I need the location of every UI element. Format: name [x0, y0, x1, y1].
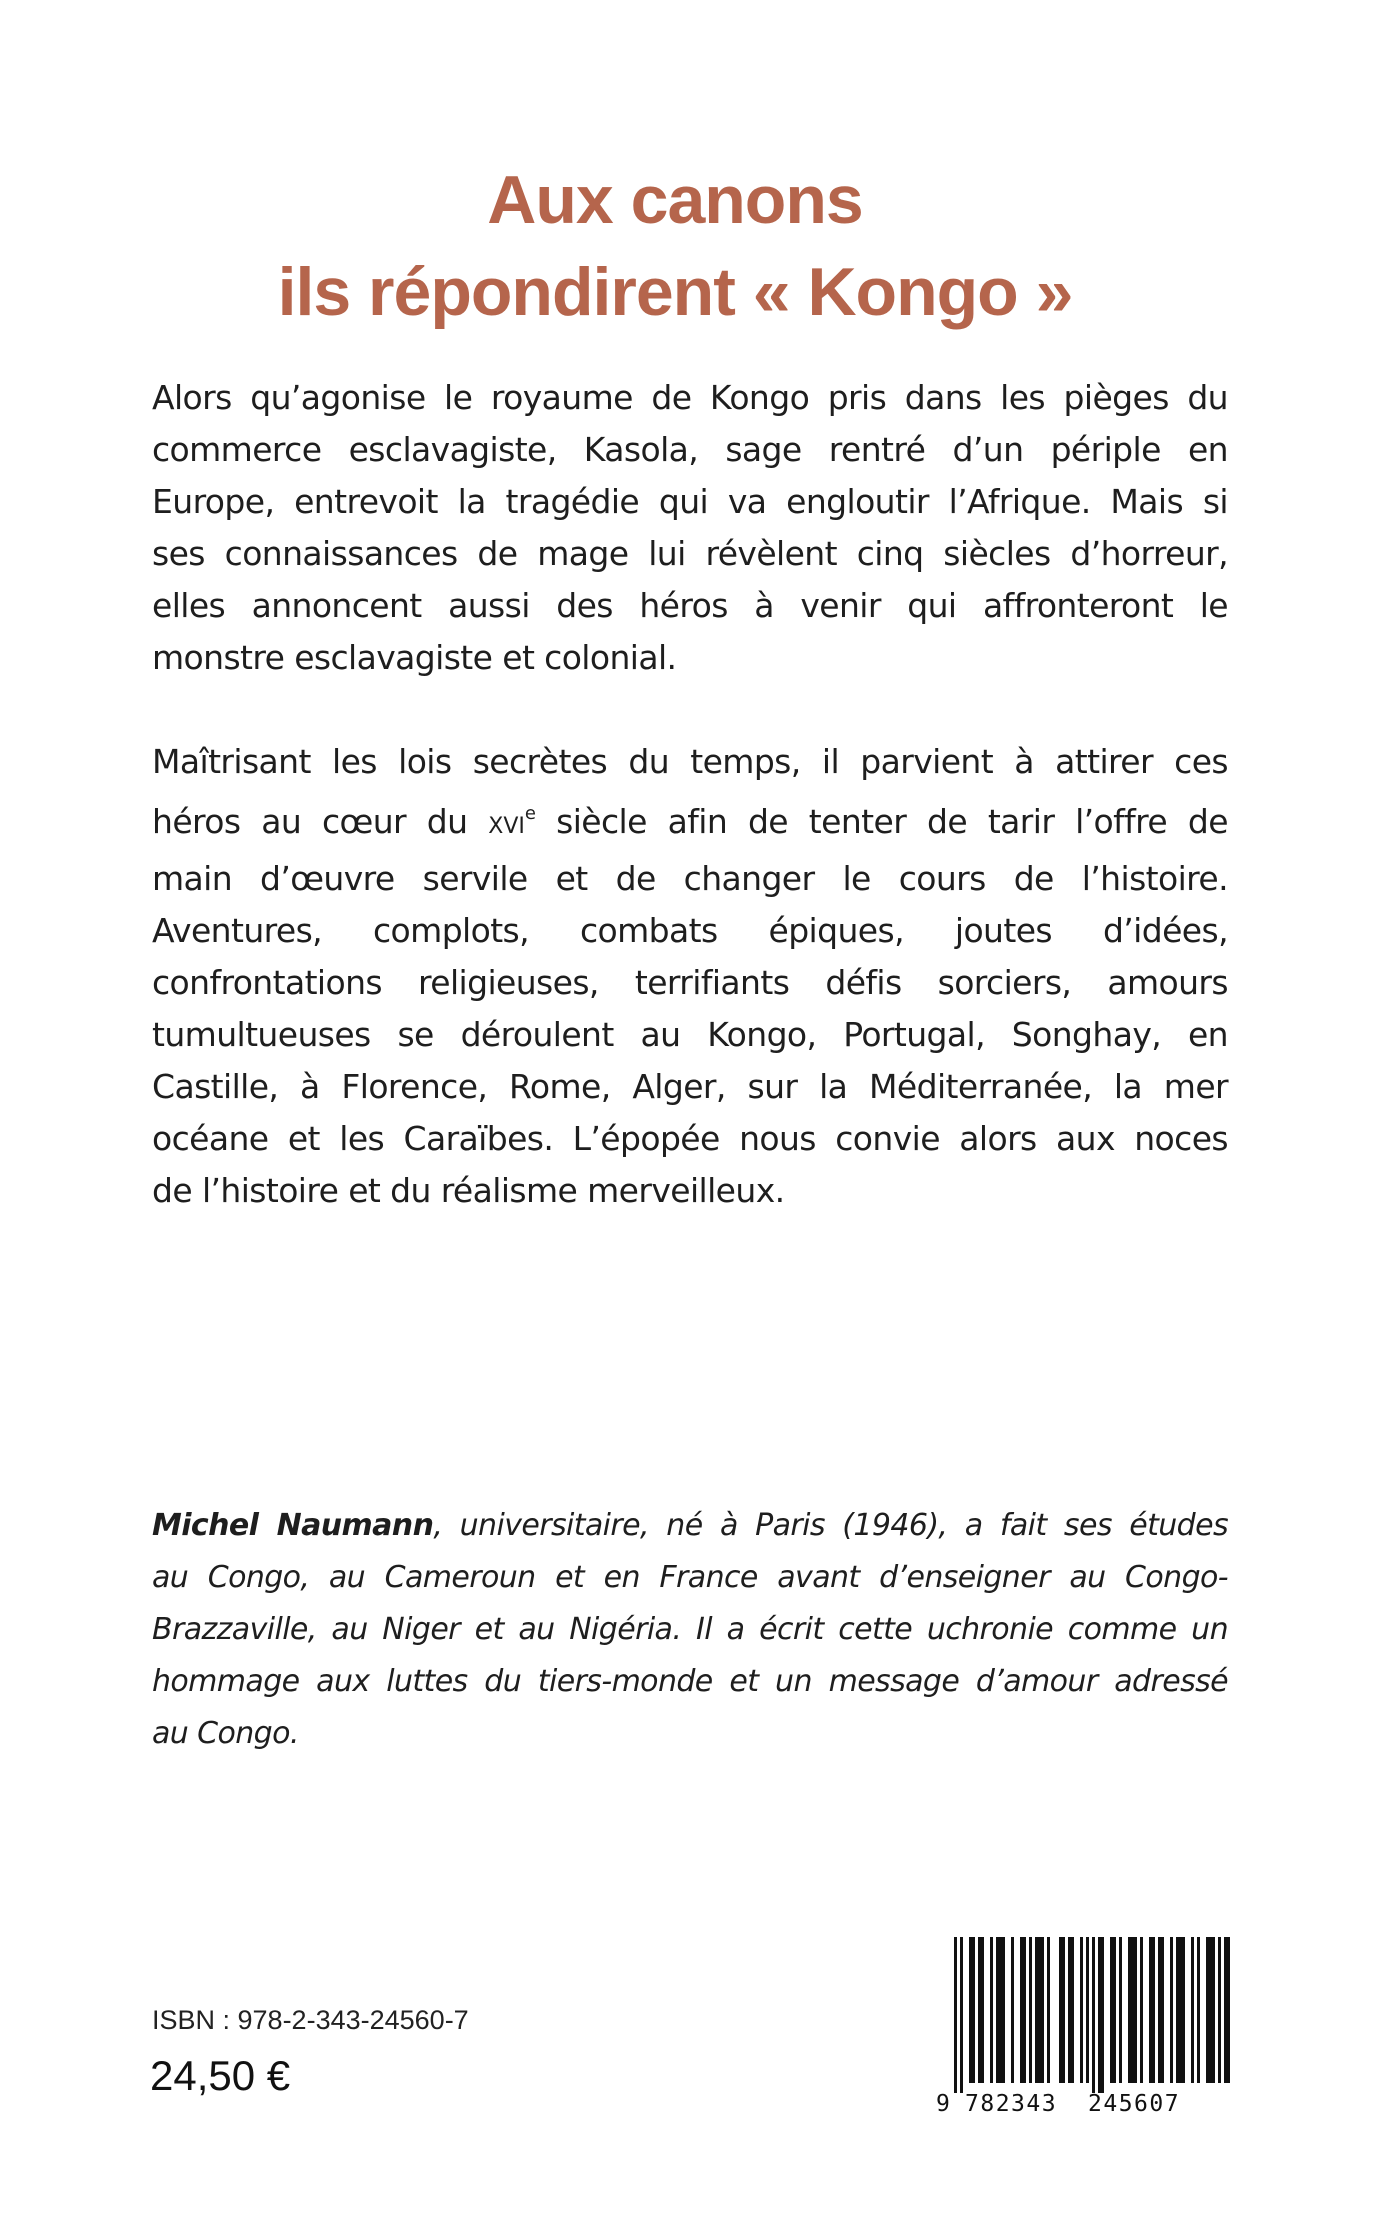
barcode-bar: [1023, 1937, 1026, 2083]
barcode-bar: [1113, 1937, 1116, 2083]
author-bio-line: au Congo, au Cameroun et en France avant d’enseigner au Congo-: [152, 1560, 1228, 1595]
summary-line: de l’histoire et du réalisme merveilleux.: [152, 1171, 785, 1210]
barcode-bar: [1101, 1937, 1104, 2093]
summary-line: elles annoncent aussi des héros à venir qui affronteront le: [152, 586, 1228, 625]
barcode-bar: [996, 1937, 999, 2083]
summary-line: Aventures, complots, combats épiques, joutes d’idées,: [152, 911, 1228, 950]
summary-line: ses connaissances de mage lui révèlent cinq siècles d’horreur,: [152, 534, 1228, 573]
barcode: [930, 1935, 1230, 2115]
author-bio-line: [152, 1500, 1228, 1552]
barcode-bar: [981, 1937, 984, 2083]
barcode-bar: [1140, 1937, 1143, 2083]
summary-line: Alors qu’agonise le royaume de Kongo pris dans les pièges du: [152, 378, 1228, 417]
summary-line: océane et les Caraïbes. L’épopée nous convie alors aux noces: [152, 1119, 1228, 1158]
summary-line-century: [152, 788, 1228, 853]
barcode-bar: [1092, 1937, 1095, 2093]
barcode-bar: [1068, 1937, 1071, 2083]
barcode-bar: [1041, 1937, 1044, 2083]
summary-line: monstre esclavagiste et colonial.: [152, 638, 677, 677]
barcode-bar: [978, 1937, 981, 2083]
barcode-bar: [1020, 1937, 1023, 2083]
isbn-label: ISBN : 978-2-343-24560-7: [152, 2005, 469, 2035]
summary-line: tumultueuses se déroulent au Kongo, Portugal, Songhay, en: [152, 1015, 1228, 1054]
barcode-bar: [1218, 1937, 1221, 2083]
price-label: 24,50 €: [150, 2052, 291, 2099]
barcode-bar: [1086, 1937, 1089, 2083]
author-bio-text: , universitaire, né à Paris (1946), a fait ses études: [433, 1508, 1228, 1543]
barcode-bar: [1038, 1937, 1041, 2083]
barcode-bar: [1134, 1937, 1137, 2083]
barcode-bar: [1029, 1937, 1032, 2083]
summary-text: siècle afin de tenter de tarir l’offre de: [535, 802, 1228, 841]
barcode-bar: [1062, 1937, 1065, 2083]
barcode-bar: [1152, 1937, 1155, 2083]
barcode-bar: [1149, 1937, 1152, 2083]
barcode-bar: [1224, 1937, 1227, 2083]
barcode-bar: [1170, 1937, 1173, 2083]
summary-line: confrontations religieuses, terrifiants défis sorciers, amours: [152, 963, 1228, 1002]
book-title-line-2: ils répondirent « Kongo »: [277, 253, 1073, 330]
barcode-bar: [1161, 1937, 1164, 2083]
barcode-bar: [1131, 1937, 1134, 2083]
barcode-bar: [1212, 1937, 1215, 2083]
author-bio-line: au Congo.: [152, 1716, 299, 1751]
summary-paragraph-1: [152, 372, 1228, 684]
barcode-bar: [1119, 1937, 1122, 2083]
barcode-bar: [1206, 1937, 1209, 2083]
barcode-bar: [1110, 1937, 1113, 2083]
author-bio-line: Brazzaville, au Niger et au Nigéria. Il a écrit cette uchronie comme un: [152, 1612, 1228, 1647]
book-title: [0, 154, 1350, 338]
barcode-bar: [1002, 1937, 1005, 2083]
barcode-bar: [1191, 1937, 1194, 2083]
barcode-bar: [1047, 1937, 1050, 2083]
summary-text: héros au cœur du: [152, 802, 489, 841]
barcode-bar: [1179, 1937, 1182, 2083]
barcode-digits-right: 245607: [1088, 2091, 1181, 2115]
barcode-bar: [960, 1937, 963, 2093]
century-suffix: e: [524, 803, 536, 824]
barcode-bar: [1071, 1937, 1074, 2083]
barcode-digit-first: 9: [936, 2091, 950, 2115]
summary-line: Castille, à Florence, Rome, Alger, sur la Méditerranée, la mer: [152, 1067, 1228, 1106]
barcode-digits-left: 782343: [965, 2091, 1058, 2115]
author-bio-line: hommage aux luttes du tiers-monde et un message d’amour adressé: [152, 1664, 1228, 1699]
author-name: Michel Naumann: [152, 1508, 434, 1543]
author-bio: [152, 1500, 1228, 1760]
barcode-bar: [972, 1937, 975, 2083]
barcode-bar: [1080, 1937, 1083, 2083]
barcode-bar: [954, 1937, 957, 2093]
barcode-bar: [1209, 1937, 1212, 2083]
summary-line: commerce esclavagiste, Kasola, sage rentré d’un périple en: [152, 430, 1228, 469]
barcode-bar: [1059, 1937, 1062, 2083]
century-numeral: XVI: [488, 814, 525, 839]
summary-line: Maîtrisant les lois secrètes du temps, il parvient à attirer ces: [152, 742, 1228, 781]
summary-line: Europe, entrevoit la tragédie qui va engloutir l’Afrique. Mais si: [152, 482, 1228, 521]
barcode-bar: [1227, 1937, 1230, 2083]
barcode-bar: [969, 1937, 972, 2083]
summary-line: main d’œuvre servile et de changer le cours de l’histoire.: [152, 859, 1228, 898]
book-title-line-1: Aux canons: [487, 161, 863, 238]
barcode-bar: [1128, 1937, 1131, 2083]
barcode-bar: [999, 1937, 1002, 2083]
barcode-bar: [1176, 1937, 1179, 2083]
barcode-bar: [1197, 1937, 1200, 2083]
barcode-bar: [990, 1937, 993, 2083]
barcode-bar: [1158, 1937, 1161, 2083]
summary-paragraph-2: [152, 736, 1228, 1217]
barcode-bar: [1098, 1937, 1101, 2093]
barcode-bar: [1035, 1937, 1038, 2083]
barcode-bar: [1011, 1937, 1014, 2083]
barcode-bar: [1182, 1937, 1185, 2083]
